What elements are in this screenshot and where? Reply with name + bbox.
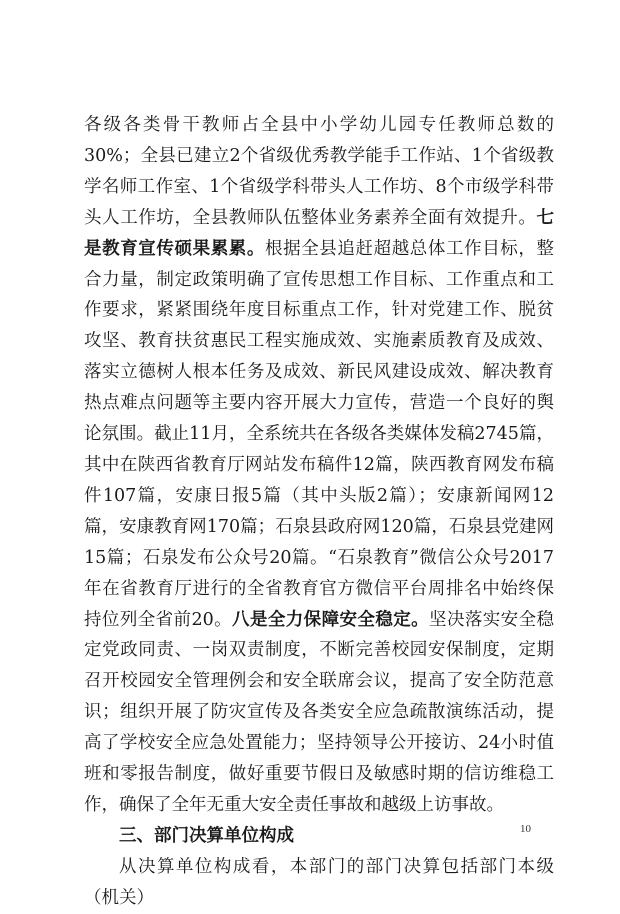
paragraph-text-teachers: 各级各类骨干教师占全县中小学幼儿园专任教师总数的30%；全县已建立2个省级优秀教学能手工作站、1个省级教学名师工作室、1个省级学科带头人工作坊、8个市级学科带头人工作坊，全县教师队伍整体业务素养全面有效提升。	[84, 115, 554, 228]
bold-heading-safety: 八是全力保障安全稳定。	[232, 609, 430, 630]
paragraph-text-safety: 坚决落实安全稳定党政同责、一岗双责制度，不断完善校园安保制度，定期召开校园安全管理例会和安全联席会议，提高了安全防范意识；组织开展了防灾宣传及各类安全应急疏散演练活动，提高了学校安全应急处置能力；坚持领导公开接访、24小时值班和零报告制度，做好重要节假日及敏感时期的信访维稳工作，确保了全年无重大安全责任事故和越级上访事故。	[84, 609, 554, 815]
paragraph-unit-composition: 从决算单位构成看，本部门的部门决算包括部门本级（机关）	[84, 856, 554, 908]
bold-heading-publicity: 七是教育宣传硕果累累。	[84, 207, 554, 259]
section-heading: 三、部门决算单位构成	[119, 825, 294, 846]
body-text	[84, 110, 554, 914]
paragraph-education-achievements	[84, 110, 554, 821]
page-number: 10	[520, 823, 531, 835]
paragraph-text-publicity: 根据全县追赶超越总体工作目标，整合力量，制定政策明确了宣传思想工作目标、工作重点和工作要求，紧紧围绕年度目标重点工作，针对党建工作、脱贫攻坚、教育扶贫惠民工程实施成效、实施素质教育及成效、落实立德树人根本任务及成效、新民风建设成效、解决教育热点难点问题等主要内容开展大力宣传，营造一个良好的舆论氛围。截止11月，全系统共在各级各类媒体发稿2745篇，其中在陕西省教育厅网站发布稿件12篇，陕西教育网发布稿件107篇，安康日报5篇（其中头版2篇）；安康新闻网12篇，安康教育网170篇；石泉县政府网120篇，石泉县党建网15篇；石泉发布公众号20篇。“石泉教育”微信公众号2017年在省教育厅进行的全省教育官方微信平台周排名中始终保持位列全省前20。	[84, 238, 554, 630]
